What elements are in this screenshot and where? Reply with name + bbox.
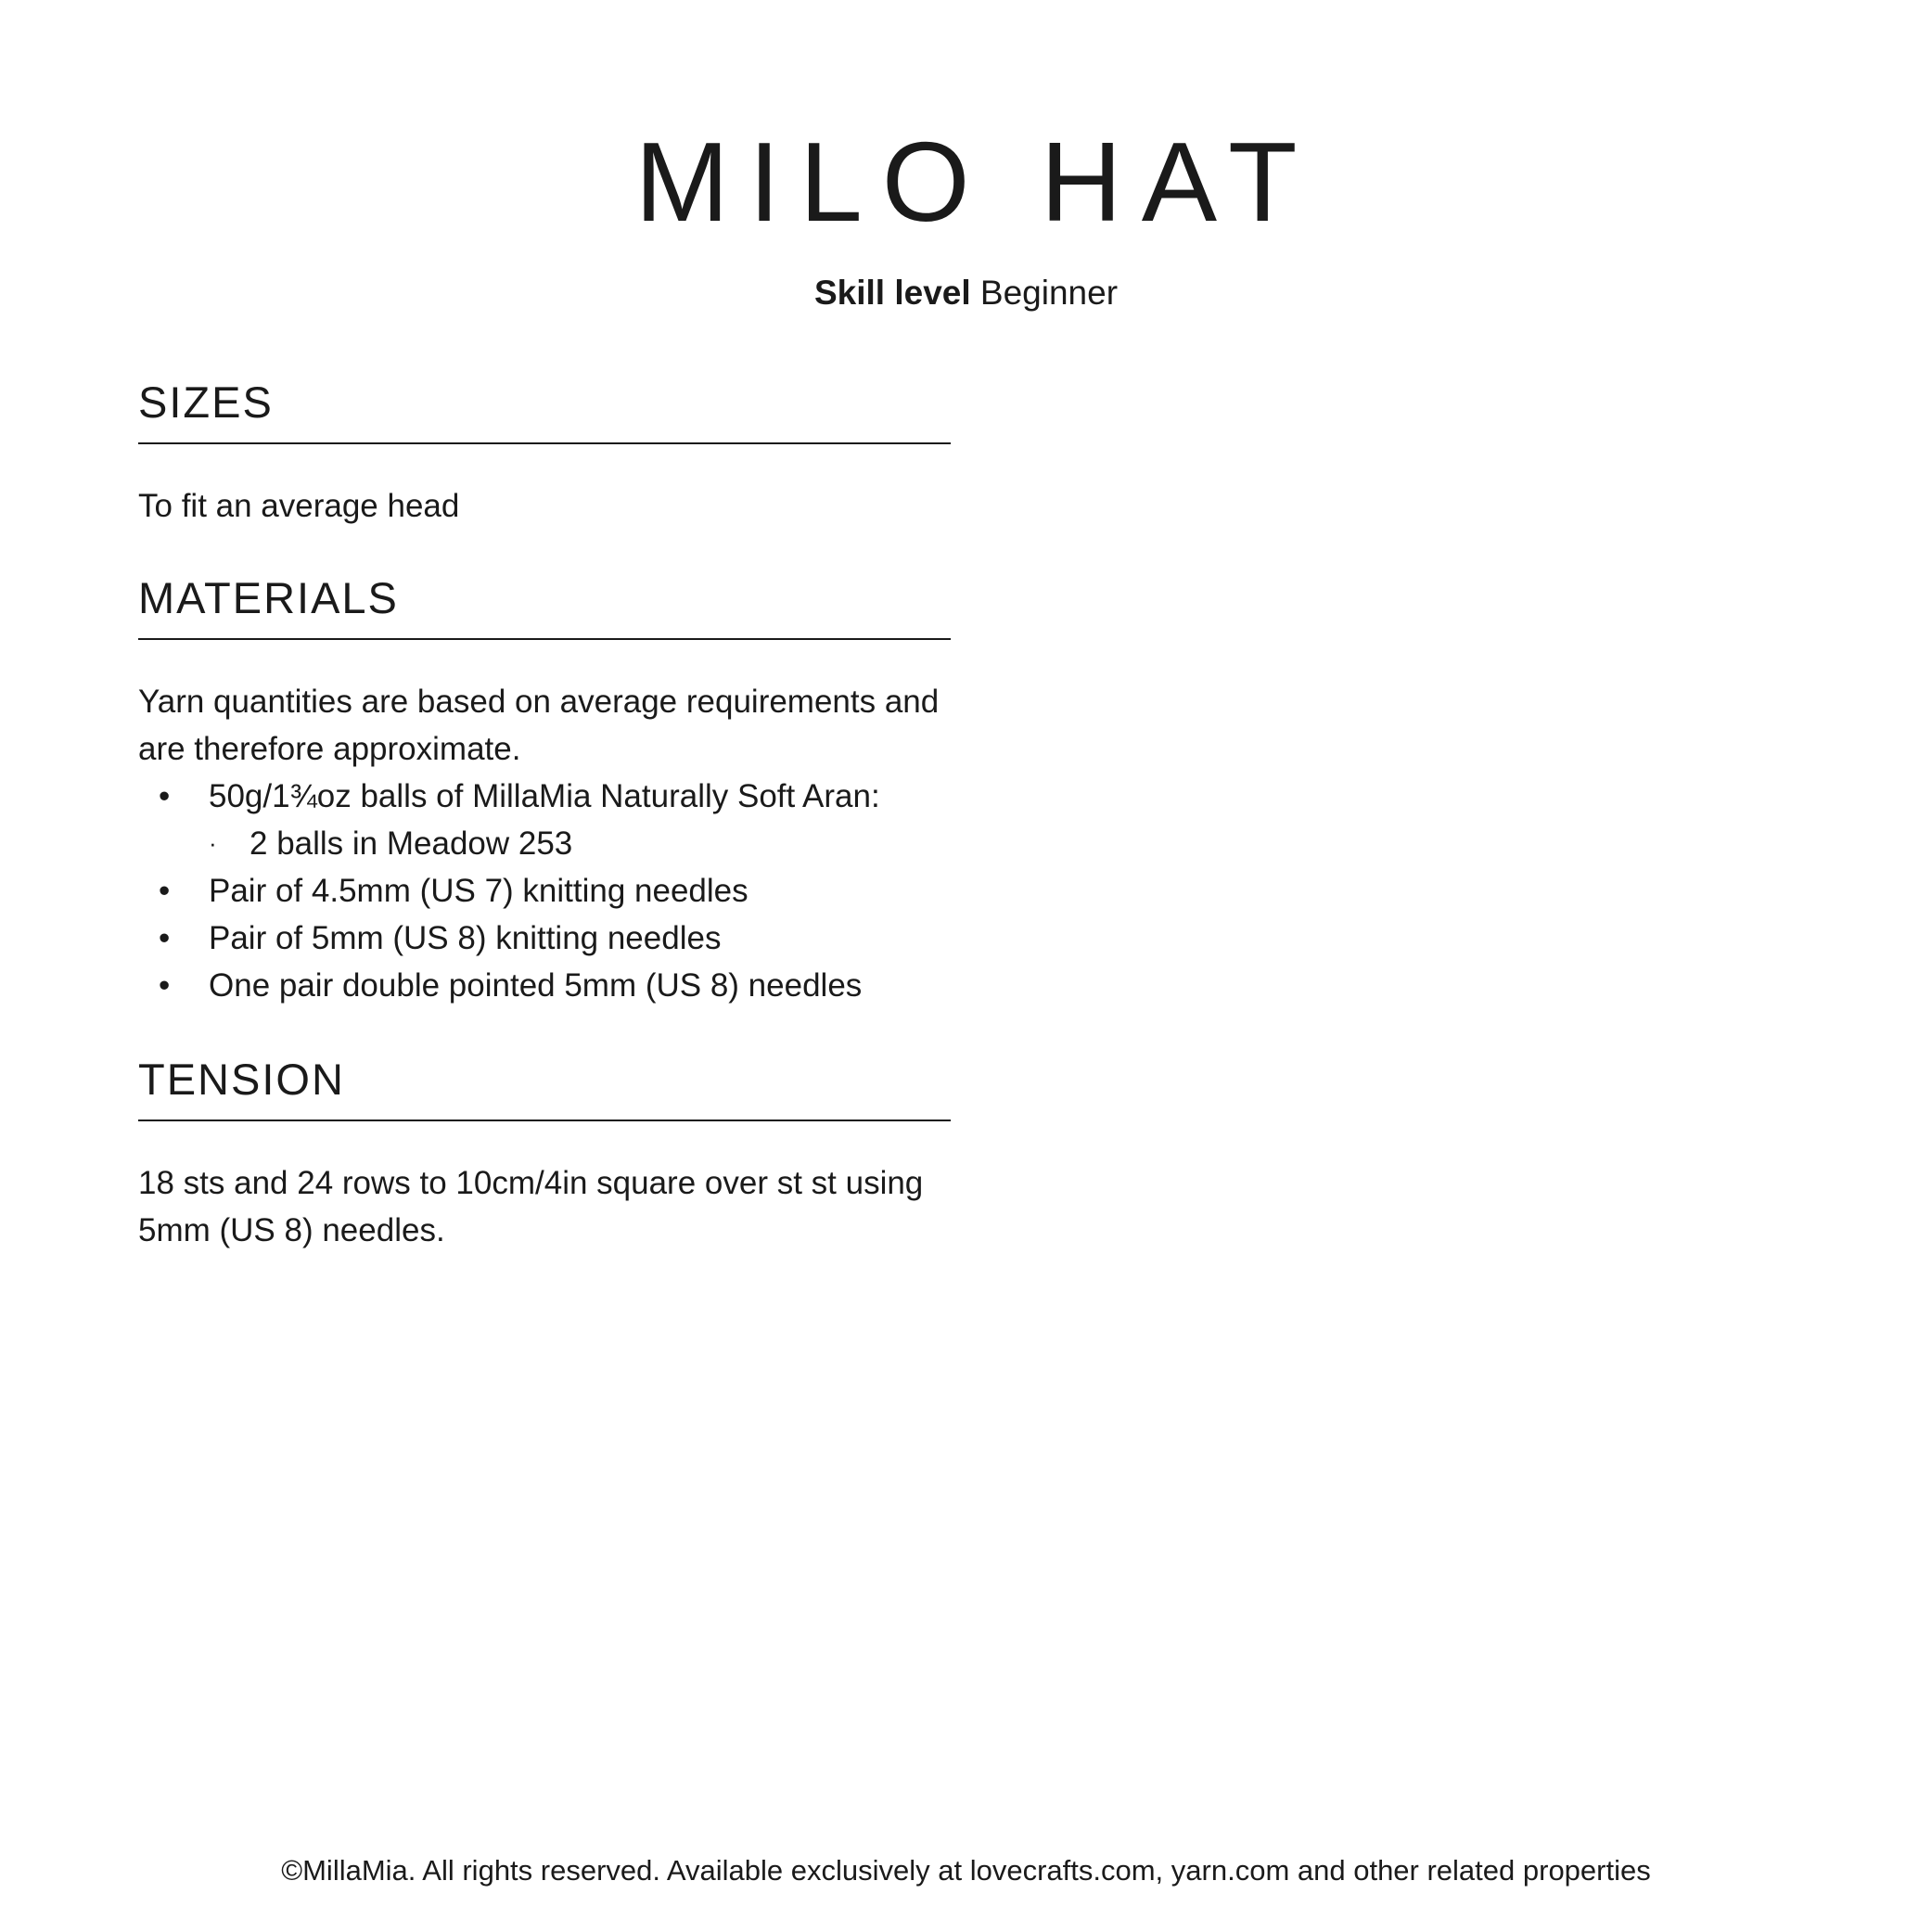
list-item-text: 2 balls in Meadow 253 xyxy=(249,825,573,862)
list-item xyxy=(138,773,951,867)
bullet-icon: • xyxy=(159,920,171,956)
small-bullet-icon: · xyxy=(209,829,217,857)
skill-level-label: Skill level xyxy=(813,274,971,312)
bullet-icon: • xyxy=(159,873,171,909)
tension-heading: TENSION xyxy=(138,1057,951,1121)
list-item xyxy=(138,867,951,915)
list-item-text: Pair of 5mm (US 8) knitting needles xyxy=(209,920,722,956)
skill-level xyxy=(0,275,1932,310)
list-item-text: Pair of 4.5mm (US 7) knitting needles xyxy=(209,873,748,909)
materials-sub-list xyxy=(209,820,951,867)
materials-body xyxy=(138,678,951,1009)
tension-text: 18 sts and 24 rows to 10cm/4in square over st st using 5mm (US 8) needles. xyxy=(138,1165,924,1248)
sizes-text: To fit an average head xyxy=(138,488,460,524)
pattern-info xyxy=(138,377,951,1254)
list-item-text: One pair double pointed 5mm (US 8) needles xyxy=(209,967,863,1004)
list-item xyxy=(209,820,951,867)
bullet-icon: • xyxy=(159,967,171,1004)
list-item xyxy=(138,915,951,962)
materials-intro: Yarn quantities are based on average requirements and are therefore approximate. xyxy=(138,684,940,767)
list-item-text: 50g/1¾oz balls of MillaMia Naturally Soft Aran: xyxy=(209,778,880,814)
sizes-heading: SIZES xyxy=(138,380,951,444)
list-item xyxy=(138,962,951,1009)
page-title: MILO HAT xyxy=(634,119,1317,245)
materials-heading: MATERIALS xyxy=(138,576,951,640)
copyright-footer: ©MillaMia. All rights reserved. Available exclusively at lovecrafts.com, yarn.com and other related properties xyxy=(281,1854,1651,1887)
skill-level-value: Beginner xyxy=(979,274,1119,312)
materials-list xyxy=(138,773,951,1009)
bullet-icon: • xyxy=(159,778,171,814)
